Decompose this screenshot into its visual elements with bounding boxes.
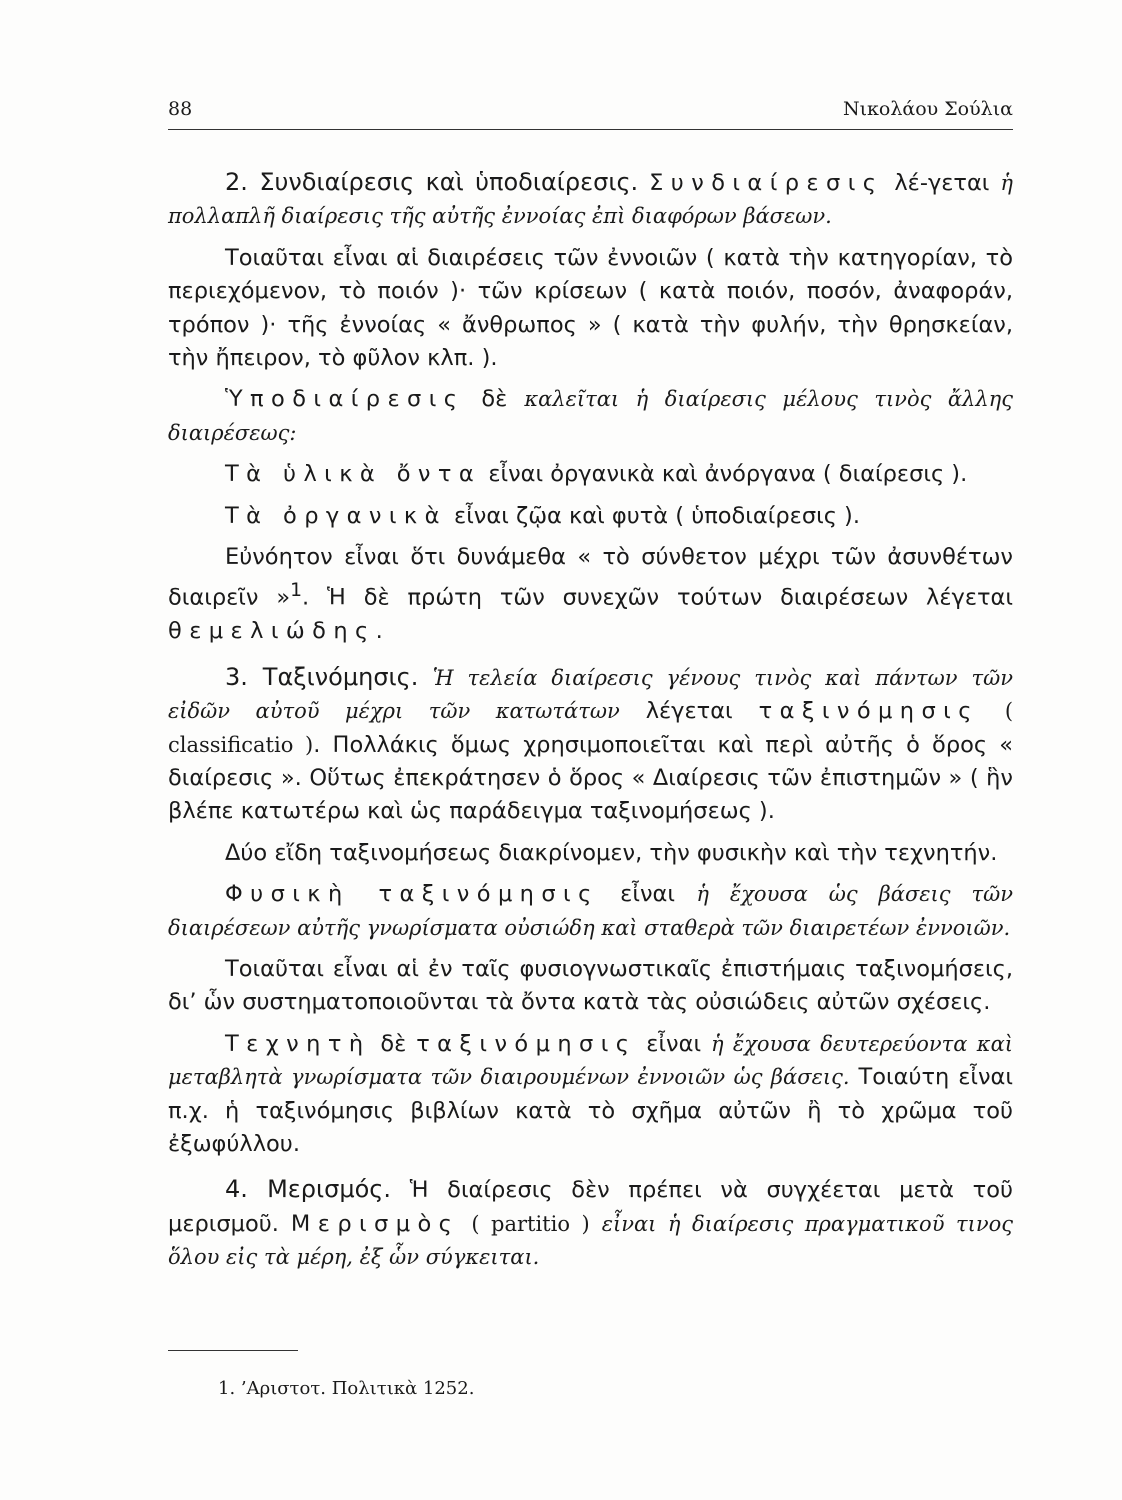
text-run: εἶναι ὀργανικὰ καὶ ἀνόργανα ( διαίρεσις ). [488, 461, 968, 488]
running-header [168, 95, 1013, 130]
text-run: Ἡ διαίρεσις δὲν πρέπει νὰ συγχέεται μετὰ τοῦ μερισμοῦ. [168, 1177, 1013, 1237]
section-4-heading: 4. Μερισμός. [225, 1175, 391, 1204]
definition-italic: εἶναι ἡ διαίρεσις πραγματικοῦ τινος ὅλου εἰς τὰ μέρη, ἐξ ὧν σύγκειται. [168, 1211, 1014, 1270]
text-run: Εὐνόητον εἶναι ὅτι δυνάμεθα « τὸ σύνθετον μέχρι τῶν ἀσυνθέτων διαιρεῖν » [168, 544, 1013, 611]
term-themeliodis: θεμελιώδης [168, 618, 376, 645]
section-3-intro [168, 661, 1013, 829]
term-natural-classification: Φυσικὴ ταξινόμησις [225, 881, 599, 908]
example-term: Τὰ ὑλικὰ ὄντα [225, 461, 482, 488]
section-2-paragraph: Τοιαῦται εἶναι αἱ διαιρέσεις τῶν ἐννοιῶν ( κατὰ τὴν κατηγορίαν, τὸ περιεχόμενον, τὸ ποιόν )· τῶν κρίσεων ( κατὰ ποιόν, ποσόν, ἀναφοράν, τρόπον )· τῆς ἐννοίας « ἄνθρωπος » ( κατὰ τὴν φυλήν, τὴν θρησκείαν, τὴν ἤπειρον, τὸ φῦλον κλπ. ). [168, 244, 1013, 372]
section-3-natural [168, 878, 1013, 945]
latin-term: ( partitio ) [471, 1211, 590, 1236]
text-run: . Ἡ δὲ πρώτη τῶν συνεχῶν τούτων διαιρέσεων λέγεται [302, 584, 1014, 611]
text-run: εἶναι [620, 881, 675, 908]
definition-italic: καλεῖται ἡ διαίρεσις μέλους τινὸς ἄλλης διαιρέσεως: [168, 387, 1013, 445]
text-run: . Πολλάκις ὅμως χρησιμοποιεῖται καὶ περὶ αὐτῆς ὁ ὅρος « διαίρεσις ». Οὕτως ἐπεκράτησεν ὁ ὅρος « Διαίρεσις τῶν ἐπιστημῶν » ( ἣν βλέπε κατωτέρω καὶ ὡς παράδειγμα ταξινομήσεως ). [168, 731, 1013, 825]
section-2-intro [168, 166, 1013, 234]
section-3-paragraph: Τοιαῦται εἶναι αἱ ἐν ταῖς φυσιογνωστικαῖς ἐπιστήμαις ταξινομήσεις, δι’ ὧν συστηματοποιοῦνται τὰ ὄντα κατὰ τὰς οὐσιώδεις αὐτῶν σχέσεις. [168, 956, 1013, 1016]
term-artificial: Τεχνητὴ [225, 1030, 371, 1057]
definition-italic: ἡ πολλαπλῆ διαίρεσις τῆς αὐτῆς ἐννοίας ἐπὶ διαφόρων βάσεων. [168, 171, 1013, 229]
term-taxinomisis: ταξινόμησις [416, 1030, 637, 1057]
term-syndiairesis: Συνδιαίρεσις [649, 170, 884, 196]
section-2-paragraph [168, 541, 1013, 649]
text-run: λέγεται [645, 698, 733, 725]
definition-italic: ἡ ἔχουσα ὡς βάσεις τῶν διαιρέσεων αὐτῆς γνωρίσματα οὐσιώδη καὶ σταθερὰ τῶν διαιρετέων ἐννοιῶν. [168, 882, 1014, 940]
section-3-artificial [168, 1028, 1013, 1162]
example-line [168, 500, 1013, 533]
running-header-author: Νικολάου Σούλια [842, 98, 1013, 120]
footnote-ref[interactable]: 1 [290, 580, 303, 602]
footnote: 1. ’Αριστοτ. Πολιτικὰ 1252. [218, 1378, 475, 1399]
text-run: δὲ [481, 386, 508, 413]
section-3-paragraph: Δύο εἴδη ταξινομήσεως διακρίνομεν, τὴν φυσικὴν καὶ τὴν τεχνητήν. [225, 839, 998, 866]
text-run: λέ-γεται [894, 170, 990, 196]
text-run: Τοιαύτη εἶναι π.χ. ἡ ταξινόμησις βιβλίων κατὰ τὸ σχῆμα αὐτῶν ἢ τὸ χρῶμα τοῦ ἐξωφύλλου. [168, 1064, 1013, 1158]
page-body [168, 166, 1013, 1283]
text-run: εἶναι [646, 1030, 702, 1057]
page-number: 88 [168, 98, 193, 120]
section-2-subdivision [168, 383, 1013, 450]
term-ypodiairesis: Ὑποδιαίρεσις [225, 386, 465, 413]
definition-italic: ἡ ἔχουσα δευτερεύοντα καὶ μεταβλητὰ γνωρίσματα τῶν διαιρουμένων ἐννοιῶν ὡς βάσεις. [168, 1031, 1013, 1090]
footnote-divider [168, 1350, 298, 1351]
section-3-heading: 3. Ταξινόμησις. [225, 662, 419, 691]
term-taxinomisis: ταξινόμησις [758, 698, 979, 725]
text-run: δὲ [380, 1030, 407, 1057]
text-run: εἶναι ζῷα καὶ φυτὰ ( ὑποδιαίρεσις ). [454, 502, 860, 529]
term-merismos: Μερισμὸς [290, 1210, 460, 1237]
section-4-intro [168, 1173, 1013, 1274]
text-run: . [375, 618, 383, 645]
latin-term: ( classificatio ) [168, 699, 1014, 757]
definition-italic: Ἡ τελεία διαίρεσις γένους τινὸς καὶ πάντων τῶν εἰδῶν αὐτοῦ μέχρι τῶν κατωτάτων [168, 665, 1013, 724]
example-term: Τὰ ὀργανικὰ [225, 502, 447, 529]
section-2-heading: 2. Συνδιαίρεσις καὶ ὑποδιαίρεσις. [225, 168, 639, 196]
example-line [168, 458, 1013, 491]
